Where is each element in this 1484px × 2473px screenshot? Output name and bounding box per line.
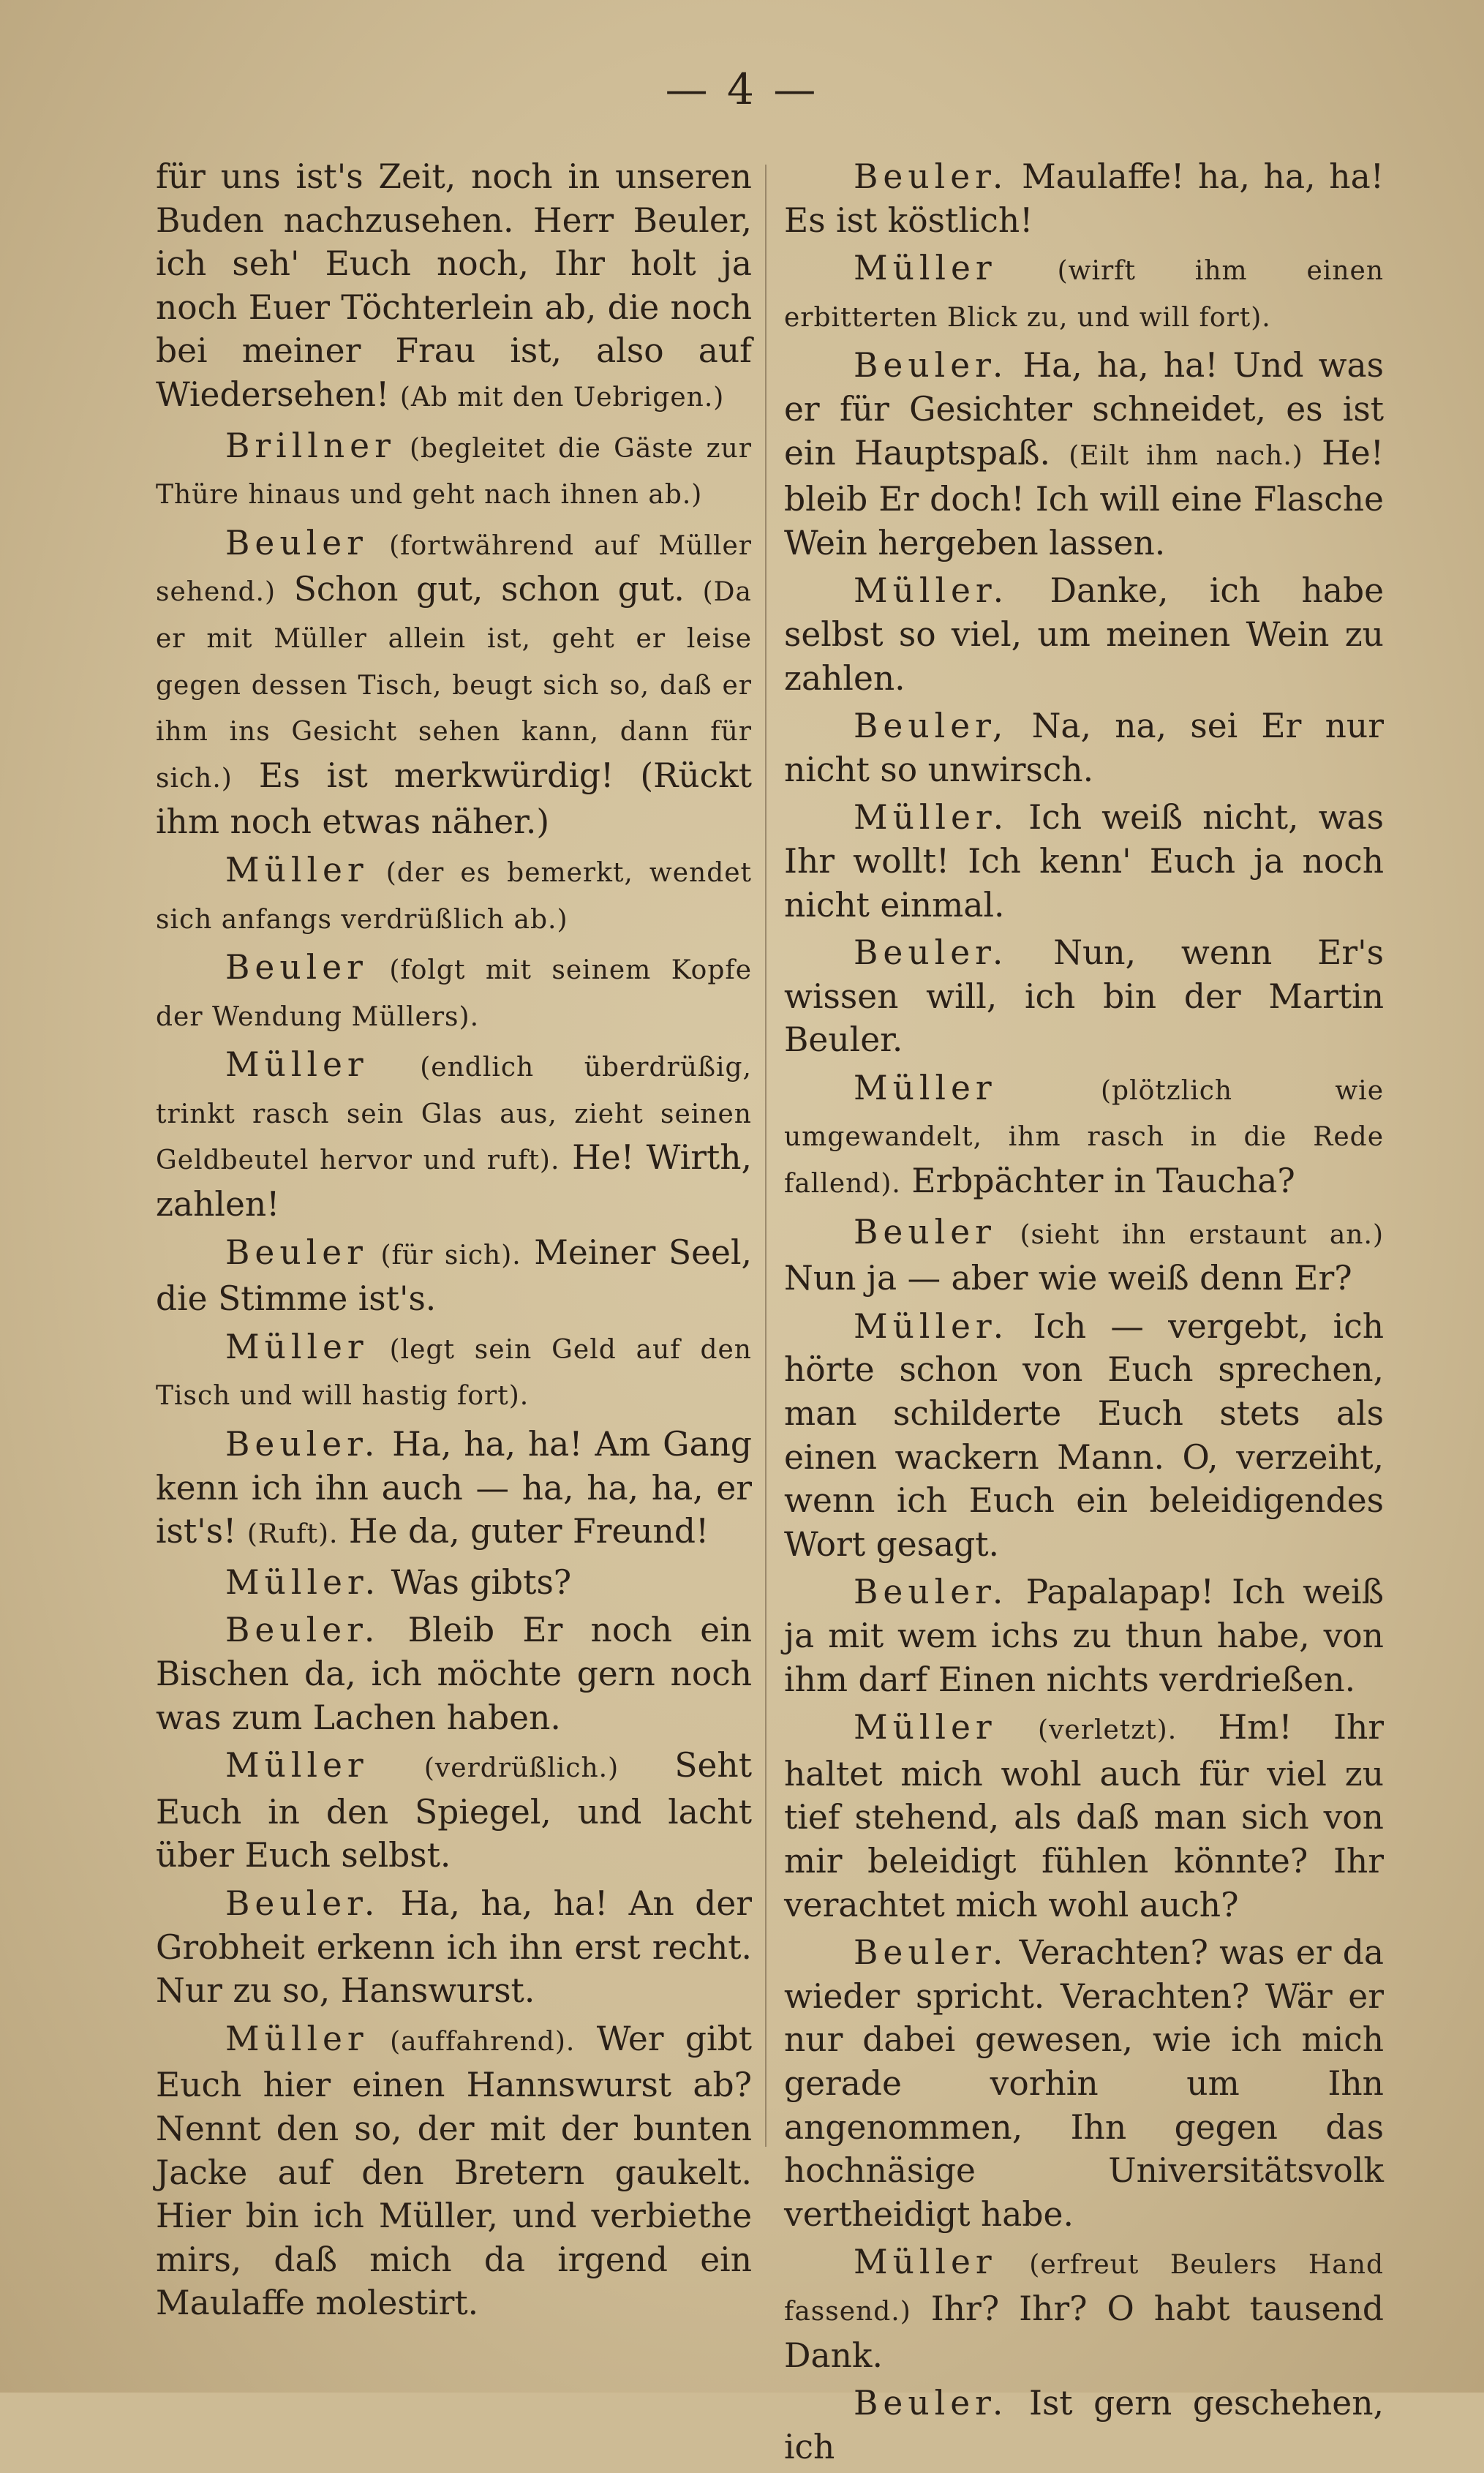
dialogue-paragraph — [784, 1706, 1384, 1927]
speaker-name: Müller — [854, 249, 997, 288]
dialogue-paragraph — [156, 155, 752, 420]
dialogue-paragraph — [156, 1744, 752, 1878]
right-column — [784, 155, 1384, 2473]
dialogue-text: Ha, ha, ha! Am Gang kenn ich ihn auch — ha, ha, ha, er ist's! — [156, 1425, 753, 1551]
dialogue-text: Bleib Er noch ein Bischen da, ich möchte gern noch was zum Lachen haben. — [156, 1611, 752, 1737]
speaker-name: Beuler. — [854, 1573, 1009, 1612]
dialogue-paragraph — [784, 796, 1384, 927]
dialogue-paragraph — [156, 1423, 752, 1557]
dialogue-text: Es ist merkwürdig! (Rückt ihm noch etwas näher.) — [156, 756, 752, 842]
stage-direction: (Eilt ihm nach.) — [1069, 440, 1303, 471]
speaker-name: Müller — [854, 1068, 997, 1107]
stage-direction: (wirft ihm einen erbitterten Blick zu, und will fort). — [784, 256, 1385, 333]
stage-direction: (legt sein Geld auf den Tisch und will hastig fort). — [156, 1334, 752, 1412]
stage-direction: (begleitet die Gäste zur Thüre hinaus und geht nach ihnen ab.) — [156, 433, 753, 511]
dialogue-paragraph — [156, 2017, 752, 2325]
stage-direction: (folgt mit seinem Kopfe der Wendung Müllers). — [156, 955, 752, 1032]
dialogue-text: Ich weiß nicht, was Ihr wollt! Ich kenn' Euch ja noch nicht einmal. — [784, 798, 1385, 925]
speaker-name: Beuler. — [854, 1933, 1009, 1973]
dialogue-text: He! bleib Er doch! Ich will eine Flasche Wein hergeben lassen. — [784, 433, 1384, 562]
dialogue-text: Danke, ich habe selbst so viel, um meinen Wein zu zahlen. — [784, 571, 1384, 698]
dialogue-paragraph — [784, 1305, 1384, 1567]
dialogue-paragraph — [784, 246, 1384, 339]
dialogue-paragraph — [156, 1043, 752, 1226]
dialogue-text: Wer gibt Euch hier einen Hannswurst ab? Nennt den so, der mit der bunten Jacke auf den Bretern gaukelt. Hier bin ich Müller, und verbiethe mirs, daß mich da irgend ein Maulaffe molestirt. — [156, 2019, 752, 2323]
stage-direction: (plötzlich wie umgewandelt, ihm rasch in die Rede fallend). — [784, 1075, 1384, 1200]
stage-direction: (Ruft). — [246, 1519, 339, 1550]
speaker-name: Beuler. — [854, 346, 1009, 385]
speaker-name: Beuler — [854, 1212, 996, 1251]
dialogue-paragraph — [784, 344, 1384, 565]
speaker-name: Beuler. — [225, 1425, 380, 1464]
dialogue-text: Ihr? Ihr? O habt tausend Dank. — [784, 2289, 1384, 2375]
dialogue-text: für uns ist's Zeit, noch in unseren Buden nachzusehen. Herr Beuler, ich seh' Euch noch, Ihr holt ja noch Euer Töchterlein ab, die noch bei meiner Frau ist, also auf Wiedersehen! — [156, 157, 752, 414]
stage-direction: (fortwährend auf Müller sehend.) — [156, 530, 752, 608]
speaker-name: Beuler. — [225, 1611, 380, 1650]
stage-direction: (Da er mit Müller allein ist, geht er leise gegen dessen Tisch, beugt sich so, daß er ihm ins Gesicht sehen kann, dann für sich.) — [156, 577, 753, 794]
speaker-name: Beuler. — [854, 2384, 1009, 2423]
stage-direction: (erfreut Beulers Hand fassend.) — [784, 2250, 1384, 2327]
dialogue-paragraph — [784, 1931, 1384, 2236]
speaker-name: Müller. — [854, 1306, 1009, 1346]
dialogue-text: Nun ja — aber wie weiß denn Er? — [784, 1259, 1352, 1298]
dialogue-paragraph — [784, 155, 1384, 242]
dialogue-text: Ha, ha, ha! Und was er für Gesichter schneidet, es ist ein Hauptspaß. — [784, 346, 1384, 473]
dialogue-paragraph — [784, 1066, 1384, 1206]
page-number: — 4 — — [665, 64, 819, 114]
dialogue-paragraph — [784, 2382, 1384, 2469]
speaker-name: Müller — [225, 850, 369, 889]
stage-direction: (endlich überdrüßig, trinkt rasch sein Glas aus, zieht seinen Geldbeutel hervor und ruft). — [156, 1053, 752, 1176]
column-divider — [765, 165, 767, 2147]
dialogue-text: Seht Euch in den Spiegel, und lacht über Euch selbst. — [156, 1746, 752, 1875]
dialogue-text: Na, na, sei Er nur nicht so unwirsch. — [784, 707, 1384, 789]
dialogue-text: Was gibts? — [391, 1562, 572, 1602]
dialogue-text: Hm! Ihr haltet mich wohl auch für viel zu tief stehend, als daß man sich von mir beleidigt fühlen könnte? Ihr verachtet mich wohl auch? — [784, 1708, 1385, 1924]
speaker-name: Beuler. — [854, 157, 1009, 196]
stage-direction: (verletzt). — [1038, 1715, 1178, 1746]
speaker-name: Beuler. — [225, 1883, 380, 1923]
dialogue-text: Papalapap! Ich weiß ja mit wem ichs zu thun habe, von ihm darf Einen nichts verdrießen. — [784, 1573, 1384, 1699]
speaker-name: Müller. — [854, 571, 1009, 611]
speaker-name: Beuler, — [854, 707, 1009, 746]
dialogue-paragraph — [784, 931, 1384, 1062]
dialogue-paragraph — [156, 1561, 752, 1605]
stage-direction: (sieht ihn erstaunt an.) — [1020, 1219, 1384, 1250]
speaker-name: Müller — [225, 1746, 369, 1785]
stage-direction: (für sich). — [380, 1240, 521, 1271]
dialogue-paragraph — [156, 1231, 752, 1321]
dialogue-text: Ist gern geschehen, ich — [784, 2384, 1384, 2466]
left-column — [156, 155, 752, 2330]
stage-direction: (der es bemerkt, wendet sich anfangs verdrüßlich ab.) — [156, 857, 753, 935]
speaker-name: Beuler. — [854, 933, 1009, 973]
speaker-name: Müller — [225, 2019, 369, 2058]
dialogue-paragraph — [156, 946, 752, 1039]
speaker-name: Müller. — [854, 798, 1009, 837]
dialogue-text: Ha, ha, ha! An der Grobheit erkenn ich ihn erst recht. Nur zu so, Hanswurst. — [156, 1883, 752, 2011]
speaker-name: Müller — [225, 1045, 369, 1085]
speaker-name: Müller — [225, 1327, 369, 1366]
dialogue-paragraph — [784, 704, 1384, 791]
speaker-name: Brillner — [225, 426, 396, 465]
speaker-name: Beuler — [225, 1232, 368, 1272]
dialogue-paragraph — [156, 424, 752, 517]
dialogue-text: Erbpächter in Taucha? — [911, 1162, 1295, 1201]
dialogue-paragraph — [784, 1211, 1384, 1301]
dialogue-paragraph — [784, 1570, 1384, 1701]
dialogue-paragraph — [156, 1882, 752, 2013]
dialogue-text: Maulaffe! ha, ha, ha! Es ist köstlich! — [784, 157, 1384, 240]
dialogue-paragraph — [156, 1325, 752, 1418]
dialogue-paragraph — [156, 848, 752, 941]
speaker-name: Beuler — [225, 523, 368, 562]
stage-direction: (auffahrend). — [390, 2026, 576, 2057]
speaker-name: Müller — [854, 2243, 997, 2282]
stage-direction: (Ab mit den Uebrigen.) — [399, 382, 725, 413]
speaker-name: Müller — [854, 1708, 997, 1747]
dialogue-paragraph — [784, 569, 1384, 700]
dialogue-text: Ich — vergebt, ich hörte schon von Euch sprechen, man schilderte Euch stets als einen wackern Mann. O, verzeiht, wenn ich Euch ein beleidigendes Wort gesagt. — [784, 1306, 1385, 1564]
dialogue-paragraph — [156, 522, 752, 844]
stage-direction: (verdrüßlich.) — [423, 1753, 619, 1784]
dialogue-text: Schon gut, schon gut. — [293, 570, 685, 609]
dialogue-text: He! Wirth, zahlen! — [156, 1138, 752, 1224]
speaker-name: Beuler — [225, 948, 368, 987]
dialogue-text: He da, guter Freund! — [348, 1512, 709, 1551]
dialogue-paragraph — [784, 2240, 1384, 2377]
dialogue-paragraph — [156, 1608, 752, 1739]
dialogue-text: Verachten? was er da wieder spricht. Verachten? Wär er nur dabei gewesen, wie ich mich gerade vorhin um Ihn angenommen, Ihn gegen das hochnäsige Universitätsvolk vertheidigt habe. — [784, 1933, 1384, 2234]
dialogue-text: Meiner Seel, die Stimme ist's. — [156, 1232, 752, 1319]
speaker-name: Müller. — [225, 1562, 381, 1602]
dialogue-text: Nun, wenn Er's wissen will, ich bin der Martin Beuler. — [784, 933, 1384, 1060]
